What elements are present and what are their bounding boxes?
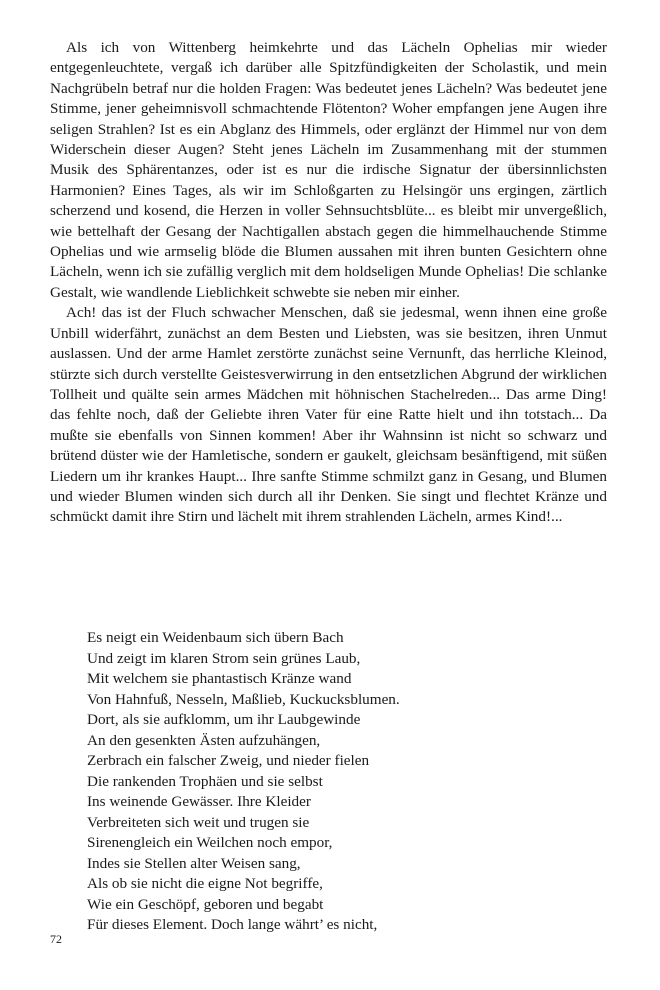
verse-line-5: Dort, als sie aufklomm, um ihr Laubgewinde [87,711,361,728]
verse-line-4: Von Hahnfuß, Nesseln, Maßlieb, Kuckucksblumen. [87,690,400,708]
verse-line-6: An den gesenkten Ästen aufzuhängen, [87,731,321,749]
verse-line-14: Wie ein Geschöpf, geboren und begabt [87,895,324,913]
verse-line-7: Zerbrach ein falscher Zweig, und nieder fielen [87,752,370,769]
verse-line-1: Es neigt ein Weidenbaum sich übern Bach [87,629,344,646]
verse-line-13: Als ob sie nicht die eigne Not begriffe, [87,875,323,892]
verse-line-15: Für dieses Element. Doch lange währt’ es nicht, [87,916,378,933]
verse-line-2: Und zeigt im klaren Strom sein grünes Laub, [87,649,361,667]
verse-line-11: Sirenengleich ein Weilchen noch empor, [87,834,333,851]
paragraph-1: Als ich von Wittenberg heimkehrte und das Lächeln Ophelias mir wieder entgegenleuchtete, vergaß ich darüber alle Spitzfündigkeiten der Scholastik, und mein Nachgrübeln betraf nur die holden Fragen: Was bedeutet jenes Lächeln? Was bedeutet jene Stimme, jener geheimnisvoll schmachtende Flötenton? Woher empfangen jene Augen ihre seligen Strahlen? Ist es ein Abglanz des Himmels, oder erglänzt der Himmel nur von dem Widerschein dieser Augen? Steht jenes Lächeln im Zusammenhang mit der stummen Musik des Sphärentanzes, oder ist es nur die irdische Signatur der übersinnlichsten Harmonien? Eines Tages, als wir im Schloßgarten zu Helsingör uns ergingen, zärtlich scherzend und kosend, die Herzen in voller Sehnsuchtsblüte... es bleibt mir unvergeßlich, wie bettelhaft der Gesang der Nachtigallen abstach gegen die himmelhauchende Stimme Ophelias und wie armselig blöde die Blumen aussahen mit ihren bunten Gesichtern ohne Lächeln, wenn ich sie zufällig verglich mit dem holdseligen Munde Ophelias! Die schlanke Gestalt, wie wandlende Lieblichkeit schwebte sie neben mir einher. [50,39,607,301]
page-number: 72 [50,932,62,946]
verse-line-8: Die rankenden Trophäen und sie selbst [87,772,323,790]
verse-block [87,628,607,936]
verse-line-3: Mit welchem sie phantastisch Kränze wand [87,670,352,687]
verse-line-10: Verbreiteten sich weit und trugen sie [87,813,310,831]
verse-line-12: Indes sie Stellen alter Weisen sang, [87,854,301,872]
verse-line-9: Ins weinende Gewässer. Ihre Kleider [87,793,311,810]
paragraph-2: Ach! das ist der Fluch schwacher Menschen, daß sie jedesmal, wenn ihnen eine große Unbill widerfährt, zunächst an dem Besten und Liebsten, was sie besitzen, ihren Unmut auslassen. Und der arme Hamlet zerstörte zunächst seine Vernunft, das herrliche Kleinod, stürzte sich durch verstellte Geistesverwirrung in den entsetzlichen Abgrund der wirklichen Tollheit und quälte sein armes Mädchen mit höhnischen Stachelreden... Das arme Ding! das fehlte noch, daß der Geliebte ihren Vater für eine Ratte hielt und ihn totstach... Da mußte sie ebenfalls von Sinnen kommen! Aber ihr Wahnsinn ist nicht so schwarz und brütend düster wie der Hamletische, sondern er gaukelt, gleichsam besänftigend, mit süßen Liedern um ihr krankes Haupt... Ihre sanfte Stimme schmilzt ganz in Gesang, und Blumen und wieder Blumen winden sich durch all ihr Denken. Sie singt und flechtet Kränze und schmückt damit ihre Stirn und lächelt mit ihrem strahlenden Lächeln, armes Kind!... [50,304,607,526]
prose-block [50,38,607,528]
